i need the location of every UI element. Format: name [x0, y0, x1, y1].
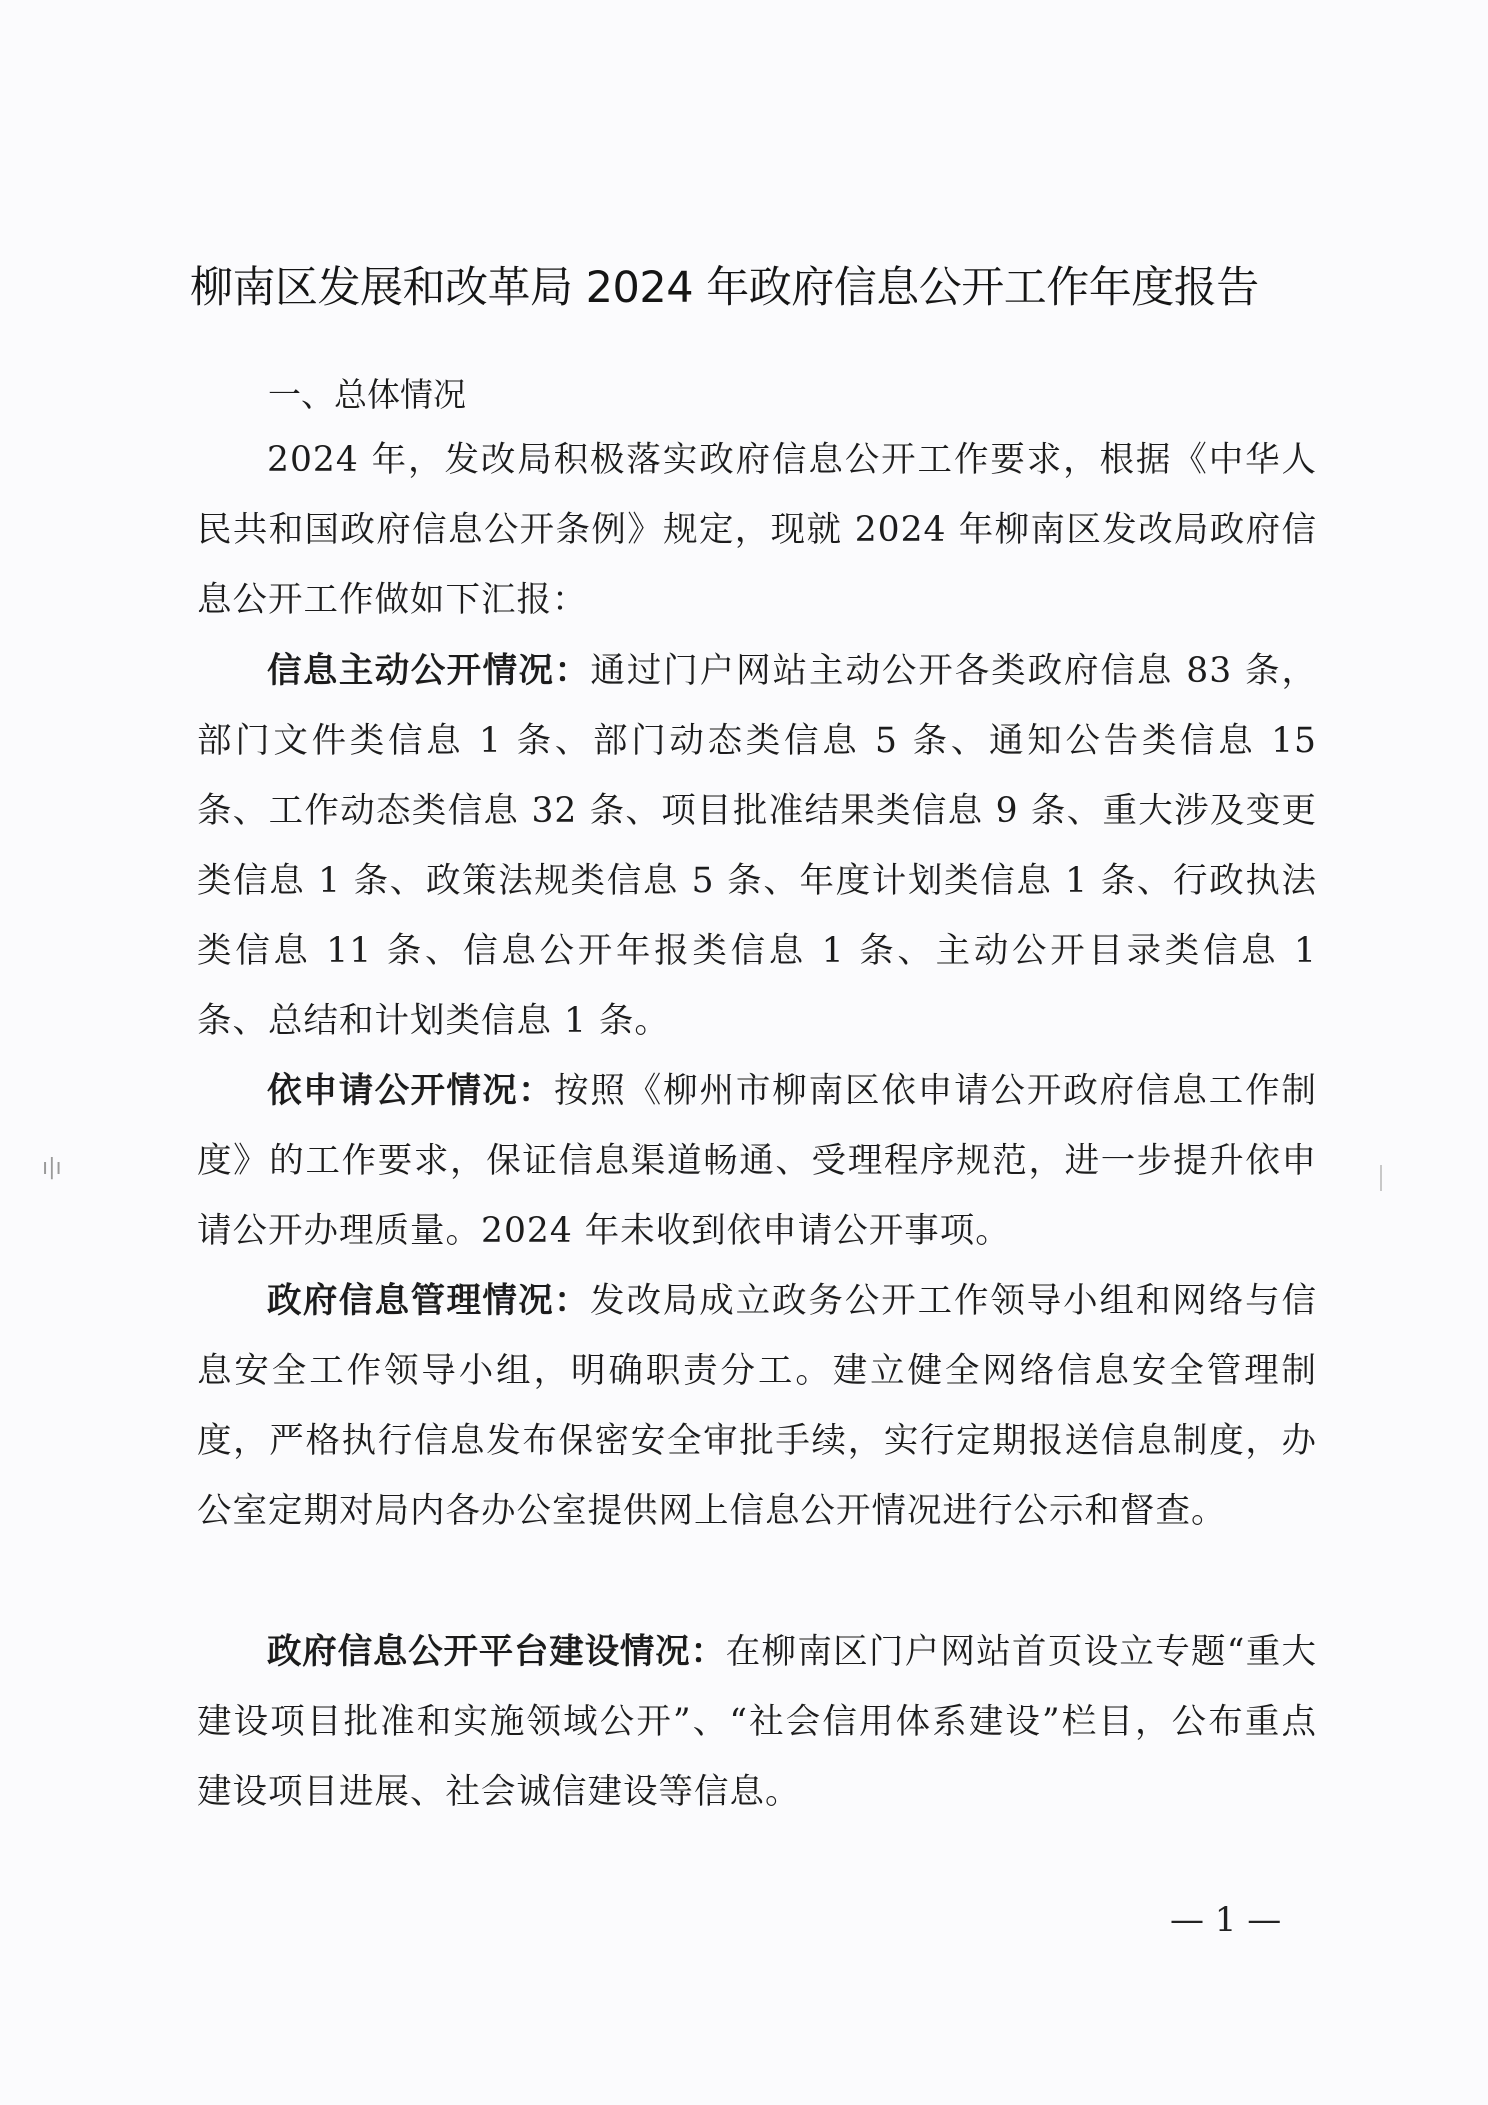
- paragraph-lead: 政府信息管理情况：: [267, 1281, 591, 1321]
- paragraph-text: 按照《柳州市柳南区依申请公开政府信息工作制度》的工作要求，保证信息渠道畅通、受理程序规范，进一步提升依申请公开办理质量。2024 年未收到依申请公开事项。: [197, 1071, 1317, 1251]
- paragraph-text: 发改局成立政务公开工作领导小组和网络与信息安全工作领导小组，明确职责分工。建立健全网络信息安全管理制度，严格执行信息发布保密安全审批手续，实行定期报送信息制度，办公室定期对局内各办公室提供网上信息公开情况进行公示和督查。: [197, 1281, 1318, 1531]
- paragraph-intro: [197, 425, 1317, 635]
- paragraph-lead: 信息主动公开情况：: [267, 651, 591, 691]
- paragraph-text: 2024 年，发改局积极落实政府信息公开工作要求，根据《中华人民共和国政府信息公开条例》规定，现就 2024 年柳南区发改局政府信息公开工作做如下汇报：: [197, 440, 1317, 620]
- paragraph-lead: 政府信息公开平台建设情况：: [267, 1632, 726, 1672]
- binding-hole-mark: ı|ı: [42, 1155, 62, 1180]
- paragraph-lead: 依申请公开情况：: [267, 1071, 554, 1111]
- paragraph-application-disclosure: [197, 1056, 1317, 1266]
- paragraph-information-management: [197, 1266, 1317, 1546]
- page-number: — 1 —: [1170, 1900, 1282, 1940]
- paragraph-text: 在柳南区门户网站首页设立专题“重大建设项目批准和实施领域公开”、“社会信用体系建设”栏目，公布重点建设项目进展、社会诚信建设等信息。: [197, 1632, 1317, 1812]
- section-heading: 一、总体情况: [268, 375, 466, 414]
- scan-artifact-line: [1380, 1165, 1388, 1191]
- paragraph-platform-construction: [197, 1617, 1317, 1827]
- paragraph-text: 通过门户网站主动公开各类政府信息 83 条，部门文件类信息 1 条、部门动态类信息 5 条、通知公告类信息 15 条、工作动态类信息 32 条、项目批准结果类信息 9 条、重大涉及变更类信息 1 条、政策法规类信息 5 条、年度计划类信息 1 条、行政执法类信息 11 条、信息公开年报类信息 1 条、主动公开目录类信息 1 条、总结和计划类信息 1 条。: [197, 651, 1317, 1041]
- paragraph-proactive-disclosure: [197, 636, 1317, 1056]
- document-title: 柳南区发展和改革局 2024 年政府信息公开工作年度报告: [190, 263, 1259, 313]
